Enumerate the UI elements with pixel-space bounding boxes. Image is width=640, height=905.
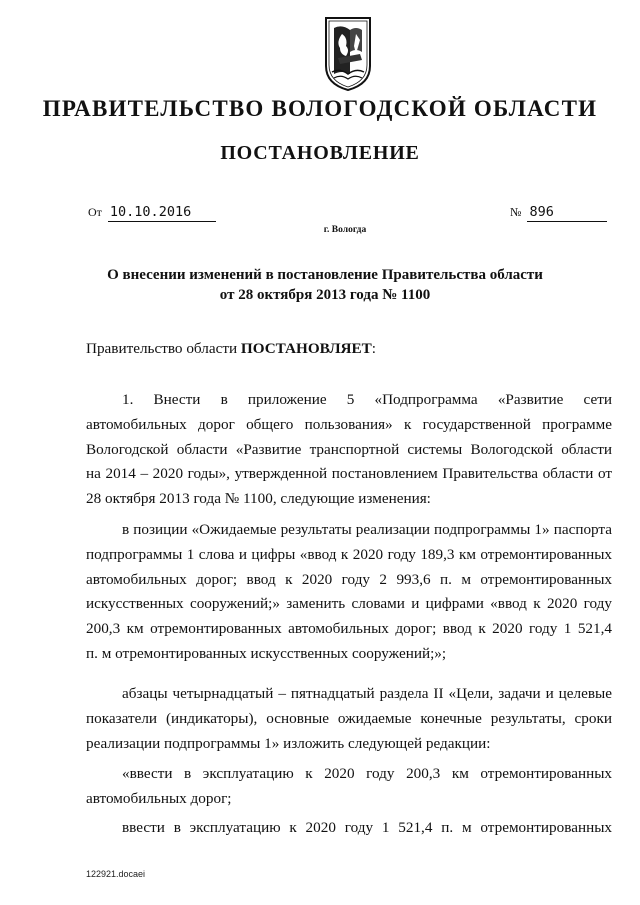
paragraph-line: ввести в эксплуатацию к 2020 году 1 521,4 п. м отремонтированных (122, 819, 612, 836)
paragraph-line: реализации подпрограммы 1» изложить следующей редакции: (86, 734, 491, 752)
paragraph-line: показатели (индикаторы), основные ожидаемые конечные результаты, сроки (86, 709, 612, 727)
paragraph-line: Вологодской области «Развитие транспортной системы Вологодской области (86, 440, 612, 458)
paragraph-line: 200,3 км отремонтированных автомобильных дорог; ввод к 2020 году 1 521,4 (86, 620, 612, 638)
footer-file-code: 122921.docaei (86, 869, 146, 879)
paragraph-line: автомобильных дорог; ввод к 2020 году 2 993,6 п. м отремонтированных (86, 570, 612, 588)
subject-line: от 28 октября 2013 года № 1100 (219, 287, 431, 303)
date-label: От (88, 205, 102, 219)
paragraph-line: «ввести в эксплуатацию к 2020 году 200,3 км отремонтированных (122, 765, 612, 782)
number-value: 896 (527, 204, 607, 222)
paragraph-line: 1. Внести в приложение 5 «Подпрограмма «Развитие сети (122, 391, 612, 408)
paragraph-line: п. м отремонтированных искусственных сооружений;»; (86, 644, 447, 662)
paragraph-line: в позиции «Ожидаемые результаты реализации подпрограммы 1» паспорта (122, 521, 612, 538)
paragraph-line: автомобильных дорог; (86, 789, 232, 807)
paragraph-line: автомобильных дорог общего пользования» к государственной программе (86, 415, 612, 433)
paragraph-3 (86, 682, 612, 756)
date-field (88, 204, 216, 222)
document-type-title: ПОСТАНОВЛЕНИЕ (220, 142, 420, 164)
paragraph-line: абзацы четырнадцатый – пятнадцатый раздела II «Цели, задачи и целевые (122, 685, 612, 702)
document-subject (80, 265, 570, 305)
decree-suffix: : (371, 340, 376, 357)
paragraph-5 (86, 816, 612, 841)
paragraph-1 (86, 388, 612, 512)
decree-statement (86, 340, 376, 358)
decree-prefix: Правительство области (86, 340, 241, 357)
paragraph-line: искусственных сооружений;» заменить словами и цифрами «ввод к 2020 году (86, 595, 612, 613)
date-value: 10.10.2016 (108, 204, 216, 222)
paragraph-4 (86, 762, 612, 812)
paragraph-2 (86, 518, 612, 667)
number-field (510, 204, 607, 222)
paragraph-line: на 2014 – 2020 годы», утвержденной постановлением Правительства области от (86, 465, 612, 483)
city-label: г. Вологда (323, 225, 367, 235)
number-label: № (510, 205, 522, 219)
government-title: ПРАВИТЕЛЬСТВО ВОЛОГОДСКОЙ ОБЛАСТИ (42, 96, 598, 121)
decree-verb: ПОСТАНОВЛЯЕТ (240, 340, 372, 357)
paragraph-line: 28 октября 2013 года № 1100, следующие изменения: (86, 490, 431, 508)
vologda-coat-of-arms-icon (320, 14, 376, 94)
paragraph-line: подпрограммы 1 слова и цифры «ввод к 2020 году 189,3 км отремонтированных (86, 545, 612, 563)
subject-line: О внесении изменений в постановление Правительства области (107, 267, 543, 283)
